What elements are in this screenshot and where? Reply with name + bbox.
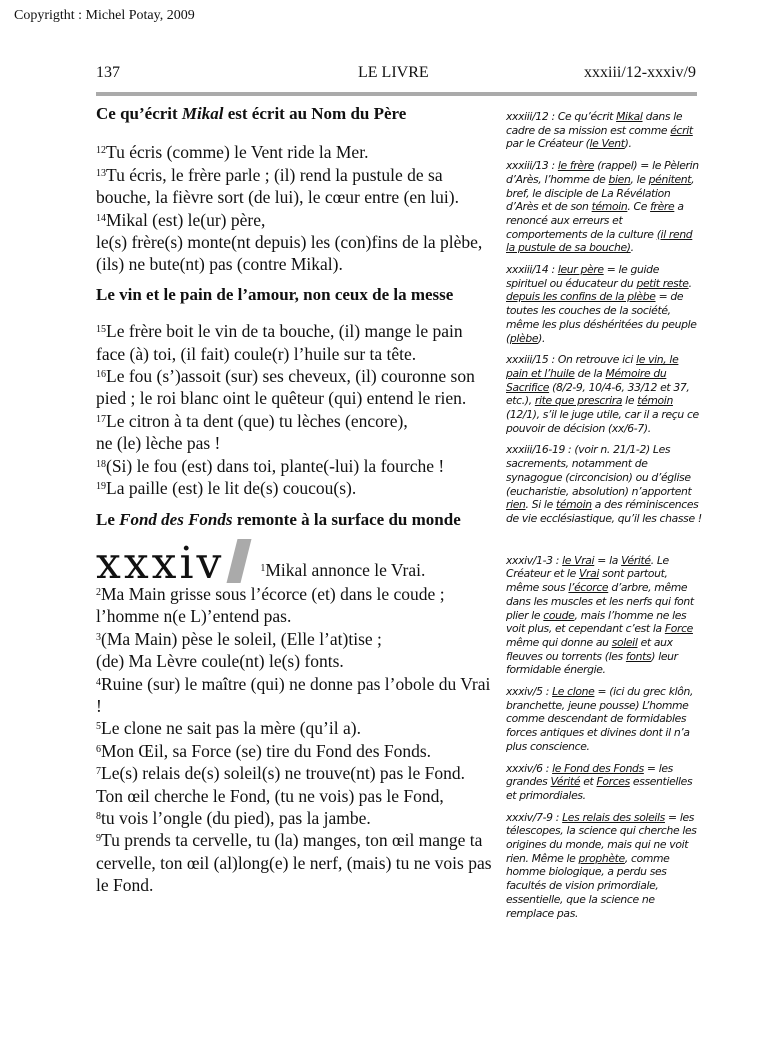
note-xxxiv-1-3: xxxiv/1-3 : le Vrai = la Vérité. Le Créateur et le Vrai sont partout, même sous l’écorce d’arbre, même dans les muscles et les nerfs qui font plier le coude, mais l’homme ne les voit plus, et cependant c’est la Force même qui donne au soleil et aux fleuves ou torrents (les fonts) leur formidable énergie.	[506, 553, 694, 677]
note-xxxiii-16-19: xxxiii/16-19 : (voir n. 21/1-2) Les sacrements, notamment de synagogue (circoncision) ou d’église (eucharistie, absolution) n’apportent rien. Si le témoin a des réminiscences de vie ecclésiastique, qu’il les chasse !	[506, 443, 702, 525]
main-text	[96, 100, 494, 897]
verse-8: $^8$tu vois l’ongle (du pied), pas la jambe.	[96, 807, 371, 828]
note-xxxiii-13: xxxiii/13 : le frère (rappel) = le Pèlerin d’Arès, l’homme de bien, le pénitent, bref, le disciple de La Révélation d’Arès et de son témoin. Ce frère a renoncé aux erreurs et comportements de la culture (il rend la pustule de sa bouche).	[506, 159, 699, 255]
header-rule	[96, 92, 697, 96]
verse-range: xxxiii/12-xxxiv/9	[584, 64, 696, 81]
verse-4: $^4$Ruine (sur) le maître (qui) ne donne pas l’obole du Vrai !	[96, 673, 491, 716]
verse-19: $^{19}$La paille (est) le lit de(s) coucou(s).	[96, 478, 357, 499]
note-xxxiii-14: xxxiii/14 : leur père = le guide spirituel ou éducateur du petit reste. depuis les confins de la plèbe = de toutes les couches de la société, même les plus déshéritées du peuple (plèbe).	[506, 263, 697, 345]
verse-2: $^2$Ma Main grisse sous l’écorce (et) dans le coude ; l’homme n(e L)’entend pas.	[96, 583, 445, 627]
verse-12: $^{12}$Tu écris (comme) le Vent ride la Mer.	[96, 142, 369, 163]
note-xxxiv-7-9: xxxiv/7-9 : Les relais des soleils = les télescopes, la science qui cherche les origines du monde, mais qui ne voit rien. Même le prophète, comme homme biologique, a perdu ses facultés de vision primordiale, essentielle, que la science ne remplace pas.	[506, 810, 697, 920]
book-title: LE LIVRE	[358, 64, 429, 81]
verse-3: $^3$(Ma Main) pèse le soleil, (Elle l’at)tise ; (de) Ma Lèvre coule(nt) le(s) fonts.	[96, 628, 382, 672]
note-xxxiii-15: xxxiii/15 : On retrouve ici le vin, le pain et l’huile de la Mémoire du Sacrifice (8/2-9, 10/4-6, 33/12 et 37, etc.), rite que prescrira le témoin (12/1), s’il le juge utile, car il a reçu ce pouvoir de décision (xx/6-7).	[506, 353, 699, 435]
verse-13: $^{13}$Tu écris, le frère parle ; (il) rend la pustule de sa bouche, la fièvre sort (de lui), le cœur entre (en lui).	[96, 164, 459, 208]
verse-15: $^{15}$Le frère boit le vin de ta bouche, (il) mange le pain face (à) toi, (il fait) coule(r) l’huile sur ta tête.	[96, 321, 463, 364]
chapter-number: xxxiv	[96, 537, 225, 589]
section-heading-2: Le vin et le pain de l’amour, non ceux de la messe	[96, 284, 454, 304]
margin-notes	[506, 110, 702, 928]
verse-1: $^1$Mikal annonce le Vrai.	[260, 559, 426, 580]
verse-6: $^6$Mon Œil, sa Force (se) tire du Fond des Fonds.	[96, 740, 432, 761]
verse-5: $^5$Le clone ne sait pas la mère (qu’il a).	[96, 718, 361, 739]
section-heading-1: Ce qu’écrit Mikal est écrit au Nom du Père	[96, 104, 407, 123]
verse-7: $^7$Le(s) relais de(s) soleil(s) ne trouve(nt) pas le Fond. Ton œil cherche le Fond, (tu ne vois) pas le Fond,	[96, 763, 465, 806]
note-xxxiii-12: xxxiii/12 : Ce qu’écrit Mikal dans le cadre de sa mission est comme écrit par le Créateur (le Vent).	[506, 110, 693, 151]
note-xxxiv-5: xxxiv/5 : Le clone = (ici du grec klôn, branchette, jeune pousse) L’homme comme descendant de formidables forces antiques et divines dont il n’a plus conscience.	[506, 685, 694, 753]
copyright-notice: Copyrigtht : Michel Potay, 2009	[14, 8, 195, 23]
note-xxxiv-6: xxxiv/6 : le Fond des Fonds = les grandes Vérité et Forces essentielles et primordiales.	[506, 761, 693, 802]
verse-18: $^{18}$(Si) le fou (est) dans toi, plante(-lui) la fourche !	[96, 455, 445, 476]
verse-16: $^{16}$Le fou (s’)assoit (sur) ses cheveux, (il) couronne son pied ; le roi blanc oint le quêteur (qui) entend le rien.	[96, 366, 475, 409]
page-number: 137	[96, 64, 120, 81]
chapter-opening	[96, 537, 494, 589]
verse-14: $^{14}$Mikal (est) le(ur) père, le(s) frère(s) monte(nt depuis) les (con)fins de la plèbe, (ils) ne bute(nt) pas (contre Mikal).	[96, 209, 483, 275]
verse-17: $^{17}$Le citron à ta dent (que) tu lèches (encore), ne (le) lèche pas !	[96, 410, 408, 454]
verse-9: $^9$Tu prends ta cervelle, tu (la) manges, ton œil mange ta cervelle, ton œil (al)long(e) le nerf, (mais) tu ne vois pas le Fond.	[96, 830, 492, 896]
chapter-slash-ornament	[227, 539, 252, 583]
section-heading-3: Le Fond des Fonds remonte à la surface du monde	[96, 509, 461, 529]
